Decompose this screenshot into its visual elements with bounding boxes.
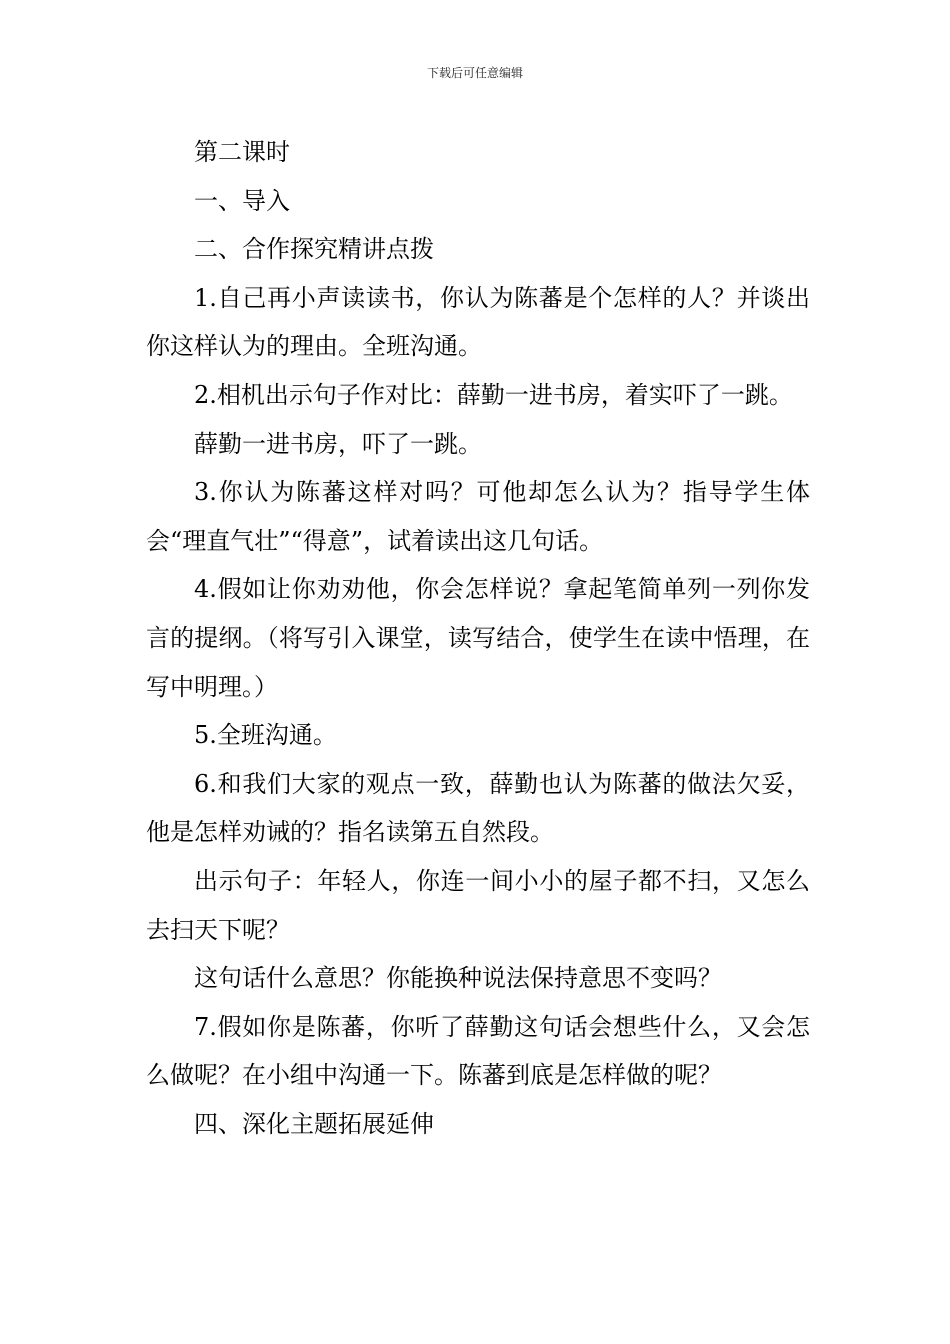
paragraph-step-7: 7.假如你是陈蕃，你听了薛勤这句话会想些什么，又会怎么做呢？在小组中沟通一下。陈蕃到底是怎样做的呢？ [146,1012,810,1090]
document-body [146,128,810,1148]
paragraph-step-5: 5.全班沟通。 [194,721,337,750]
paragraph-step-6: 6.和我们大家的观点一致，薛勤也认为陈蕃的做法欠妥，他是怎样劝诫的？指名读第五自然段。 [146,769,810,847]
paragraph-quote-sentence: 出示句子：年轻人，你连一间小小的屋子都不扫，又怎么去扫天下呢？ [146,866,810,944]
paragraph-step-1: 1.自己再小声读读书，你认为陈蕃是个怎样的人？并谈出你这样认为的理由。全班沟通。 [146,283,810,361]
paragraph-step-4: 4.假如让你劝劝他，你会怎样说？拿起笔简单列一列你发言的提纲。（将写引入课堂，读写结合，使学生在读中悟理，在写中明理。） [146,575,810,701]
section-heading-intro: 一、导入 [194,186,290,215]
section-heading-deepen: 四、深化主题拓展延伸 [194,1109,434,1138]
paragraph-question: 这句话什么意思？你能换种说法保持意思不变吗？ [194,964,722,993]
page-header-note: 下载后可任意编辑 [426,66,523,80]
section-heading-cooperation: 二、合作探究精讲点拨 [194,235,434,264]
paragraph-step-2: 2.相机出示句子作对比：薛勤一进书房，着实吓了一跳。 [194,380,793,409]
paragraph-comparison-sentence: 薛勤一进书房，吓了一跳。 [194,429,482,458]
lesson-title: 第二课时 [194,138,290,166]
paragraph-step-3: 3.你认为陈蕃这样对吗？可他却怎么认为？指导学生体会“理直气壮”“得意”，试着读出这几句话。 [146,478,810,555]
